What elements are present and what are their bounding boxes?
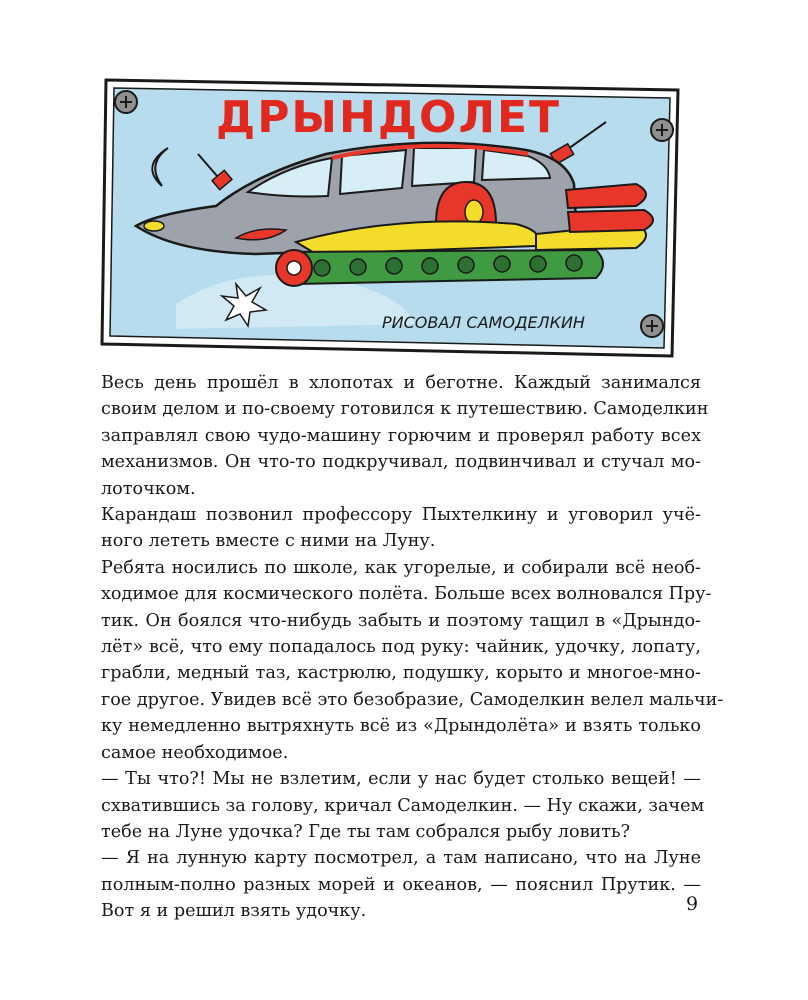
car-window xyxy=(340,150,406,194)
text-line: лёт» всё, что ему попадалось под руку: чайник, удочку, лопату, xyxy=(101,637,701,658)
illustration-signature: РИСОВАЛ САМОДЕЛКИН xyxy=(382,313,585,332)
text-line: своим делом и по-своему готовился к путешествию. Самоделкин xyxy=(101,399,709,420)
rocket-flame xyxy=(568,210,653,232)
text-line: тебе на Луне удочка? Где ты там собрался рыбу ловить? xyxy=(101,821,631,842)
body-text xyxy=(101,370,724,925)
text-line: — Я на лунную карту посмотрел, а там написано, что на Луне xyxy=(101,848,701,869)
page-number: 9 xyxy=(686,893,699,915)
screw-icon xyxy=(641,315,663,337)
text-line: заправлял свою чудо-машину горючим и проверял работу всех xyxy=(101,425,701,446)
text-line: ку немедленно вытряхнуть всё из «Дрындолёта» и взять только xyxy=(101,716,701,737)
text-line: Ребята носились по школе, как угорелые, и собирали всё необ- xyxy=(101,557,701,578)
headlight-icon xyxy=(144,221,164,231)
paragraph xyxy=(101,845,701,924)
illustration-svg xyxy=(96,74,686,364)
car-window xyxy=(412,148,476,186)
hatch-window xyxy=(465,200,483,224)
text-line: тик. Он боялся что-нибудь забыть и поэтому тащил в «Дрындо- xyxy=(101,610,701,631)
text-line: лоточком. xyxy=(101,478,196,499)
paragraph xyxy=(101,370,709,502)
text-line: самое необходимое. xyxy=(101,742,289,763)
text-line: Вот я и решил взять удочку. xyxy=(101,901,367,922)
text-line: — Ты что?! Мы не взлетим, если у нас будет столько вещей! — xyxy=(101,769,701,790)
screw-icon xyxy=(115,91,137,113)
text-line: механизмов. Он что-то подкручивал, подвинчивал и стучал мо- xyxy=(101,452,701,473)
front-wheel xyxy=(276,250,312,286)
paragraph xyxy=(101,555,724,766)
screw-icon xyxy=(651,119,673,141)
text-line: Карандаш позвонил профессору Пыхтелкину и уговорил учё- xyxy=(101,505,701,526)
text-line: схватившись за голову, кричал Самоделкин. — Ну скажи, зачем xyxy=(101,795,705,816)
illustration-drындолет xyxy=(96,74,686,364)
text-line: Весь день прошёл в хлопотах и беготне. Каждый занимался xyxy=(101,373,701,393)
paragraph xyxy=(101,502,701,555)
paragraph xyxy=(101,766,705,845)
text-line: грабли, медный таз, кастрюлю, подушку, корыто и многое-мно- xyxy=(101,663,701,684)
text-line: ного лететь вместе с ними на Луну. xyxy=(101,531,436,552)
illustration-title: ДРЫНДОЛЕТ xyxy=(216,92,562,143)
tank-tread xyxy=(283,250,603,284)
text-line: полным-полно разных морей и океанов, — пояснил Прутик. — xyxy=(101,874,701,895)
text-line: ходимое для космического полёта. Больше всех волновался Пру- xyxy=(101,584,712,605)
text-line: гое другое. Увидев всё это безобразие, Самоделкин велел мальчи- xyxy=(101,689,724,710)
